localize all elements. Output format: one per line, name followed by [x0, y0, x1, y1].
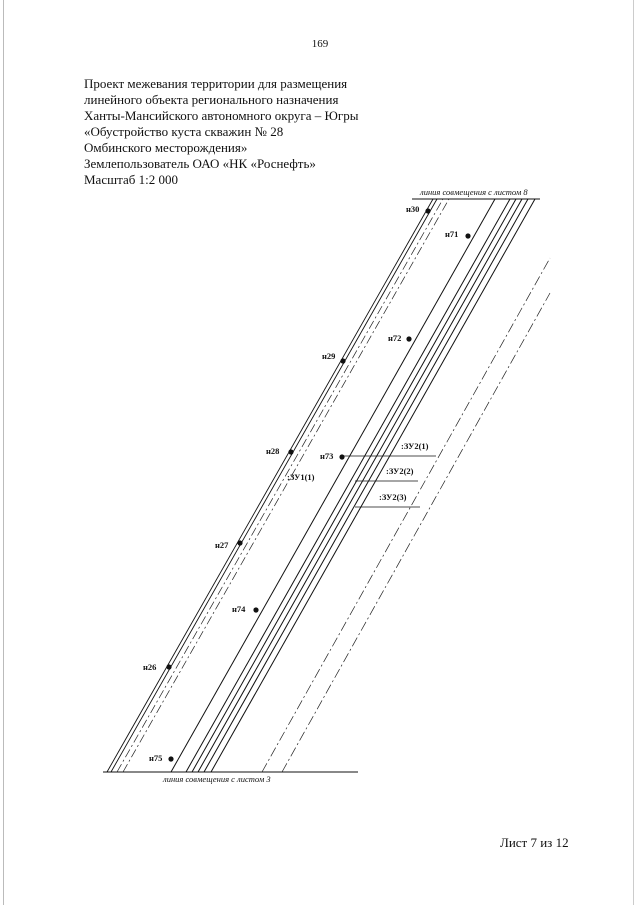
point-n71-marker: [465, 233, 470, 238]
corridor-line-5: [204, 199, 528, 772]
parcel-zu2-1-label: :ЗУ2(1): [401, 441, 429, 451]
title-line-3: Ханты-Мансийского автономного округа – Югры: [84, 108, 359, 123]
point-n30-marker: [425, 208, 430, 213]
point-n26-label: н26: [143, 662, 157, 672]
land-user-line: Землепользователь ОАО «НК «Роснефть»: [84, 156, 316, 171]
parcel-zu2-3-label: :ЗУ2(3): [379, 492, 407, 502]
point-n75-marker: [168, 756, 173, 761]
junction-bottom-caption: линия совмещения с листом 3: [163, 774, 271, 784]
corridor-line-3: [192, 199, 516, 772]
corridor-line-4: [198, 199, 522, 772]
boundary-left-inner: [111, 199, 437, 772]
sheet-number: Лист 7 из 12: [500, 835, 569, 850]
point-n30-label: н30: [406, 204, 420, 214]
point-n74-label: н74: [232, 604, 246, 614]
point-n27-label: н27: [215, 540, 229, 550]
point-n73-marker: [339, 454, 344, 459]
page-number: 169: [311, 38, 329, 50]
point-n29-label: н29: [322, 351, 336, 361]
point-n72-label: н72: [388, 333, 402, 343]
corridor-line-1: [171, 199, 495, 772]
point-n74-marker: [253, 607, 258, 612]
title-line-4: «Обустройство куста скважин № 28: [84, 124, 284, 139]
point-n28-marker: [288, 449, 293, 454]
point-n73-label: н73: [320, 451, 334, 461]
offset-left-dashed-1: [117, 199, 443, 772]
point-n75-label: н75: [149, 753, 163, 763]
point-n29-marker: [340, 358, 345, 363]
offset-right-dashed-1: [262, 258, 550, 772]
corridor-line-6: [211, 199, 535, 772]
point-n27-marker: [237, 540, 242, 545]
title-line-2: линейного объекта регионального назначения: [84, 92, 339, 107]
parcel-zu2-2-label: :ЗУ2(2): [386, 466, 414, 476]
boundary-left-outer: [107, 199, 433, 772]
title-line-1: Проект межевания территории для размещения: [84, 76, 348, 91]
corridor-line-2: [186, 199, 510, 772]
title-line-5: Омбинского месторождения»: [84, 140, 248, 155]
point-n72-marker: [406, 336, 411, 341]
point-n71-label: н71: [445, 229, 459, 239]
scale-line: Масштаб 1:2 000: [84, 172, 178, 187]
junction-top-caption: линия совмещения с листом 8: [420, 187, 528, 197]
point-n28-label: н28: [266, 446, 280, 456]
point-n26-marker: [166, 664, 171, 669]
parcel-zu1-1-label: :ЗУ1(1): [287, 472, 315, 482]
offset-left-dashed-2: [123, 199, 449, 772]
